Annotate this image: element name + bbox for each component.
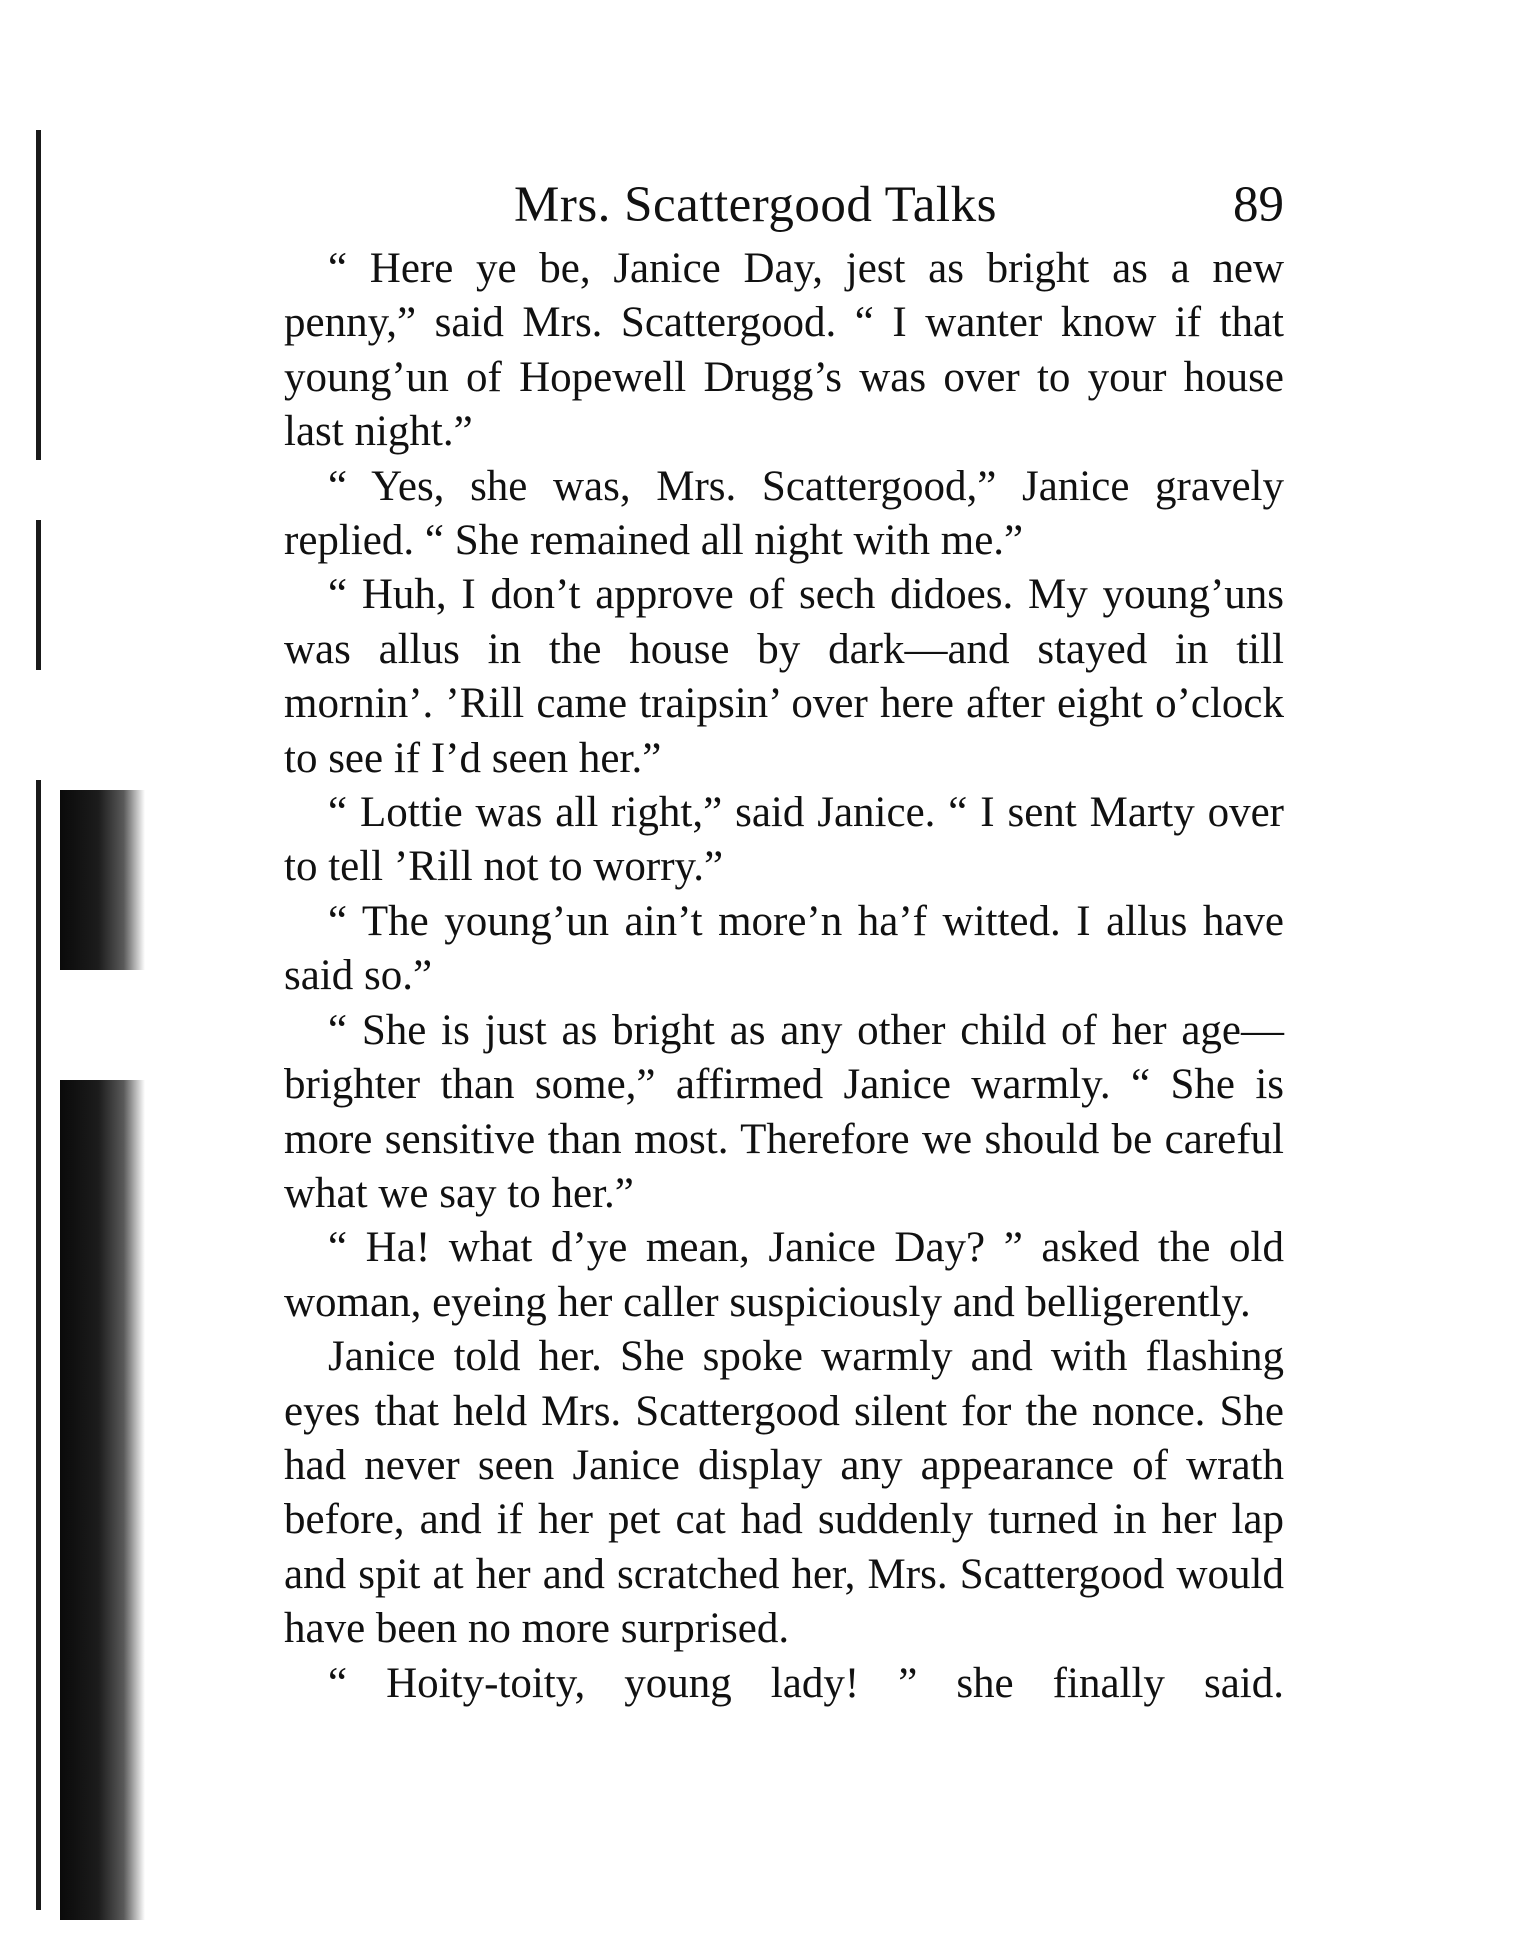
binding-shadow-band [60,790,145,970]
chapter-title: Mrs. Scattergood Talks [514,177,997,233]
paragraph: “ The young’un ain’t more’n ha’f witted. I allus have said so.” [284,897,1284,1000]
body-text [284,242,1284,1711]
binding-edge-line [36,780,41,1910]
paragraph: “ Yes, she was, Mrs. Scattergood,” Janice gravely replied. “ She remained all night with me.” [284,462,1284,565]
binding-edge-line [36,130,41,460]
page-number: 89 [1233,177,1284,233]
paragraph: “ She is just as bright as any other child of her age—brighter than some,” affirmed Janice warmly. “ She is more sensitive than most. Therefore we should be careful what we say to her.” [284,1006,1284,1217]
binding-edge-line [36,520,41,670]
paragraph: “ Lottie was all right,” said Janice. “ I sent Marty over to tell ’Rill not to worry.” [284,789,1284,891]
book-page [284,170,1284,1711]
binding-shadow [0,0,180,1954]
paragraph: “ Here ye be, Janice Day, jest as bright as a new penny,” said Mrs. Scattergood. “ I wanter know if that young’un of Hopewell Drugg’s was over to your house last night.” [284,245,1284,456]
running-head [284,170,1284,240]
paragraph: “ Ha! what d’ye mean, Janice Day? ” asked the old woman, eyeing her caller suspiciously and belligerently. [284,1224,1284,1326]
binding-shadow-band [60,1080,145,1920]
paragraph: “ Huh, I don’t approve of sech didoes. My young’uns was allus in the house by dark—and stayed in till mornin’. ’Rill came traipsin’ over here after eight o’clock to see if I’d seen her.” [284,571,1284,782]
paragraph: “ Hoity-toity, young lady! ” she finally said. [328,1659,1284,1707]
paragraph: Janice told her. She spoke warmly and with flashing eyes that held Mrs. Scattergood silent for the nonce. She had never seen Janice display any appearance of wrath before, and if her pet cat had suddenly turned in her lap and spit at her and scratched her, Mrs. Scattergood would have been no more surprised. [284,1333,1284,1653]
